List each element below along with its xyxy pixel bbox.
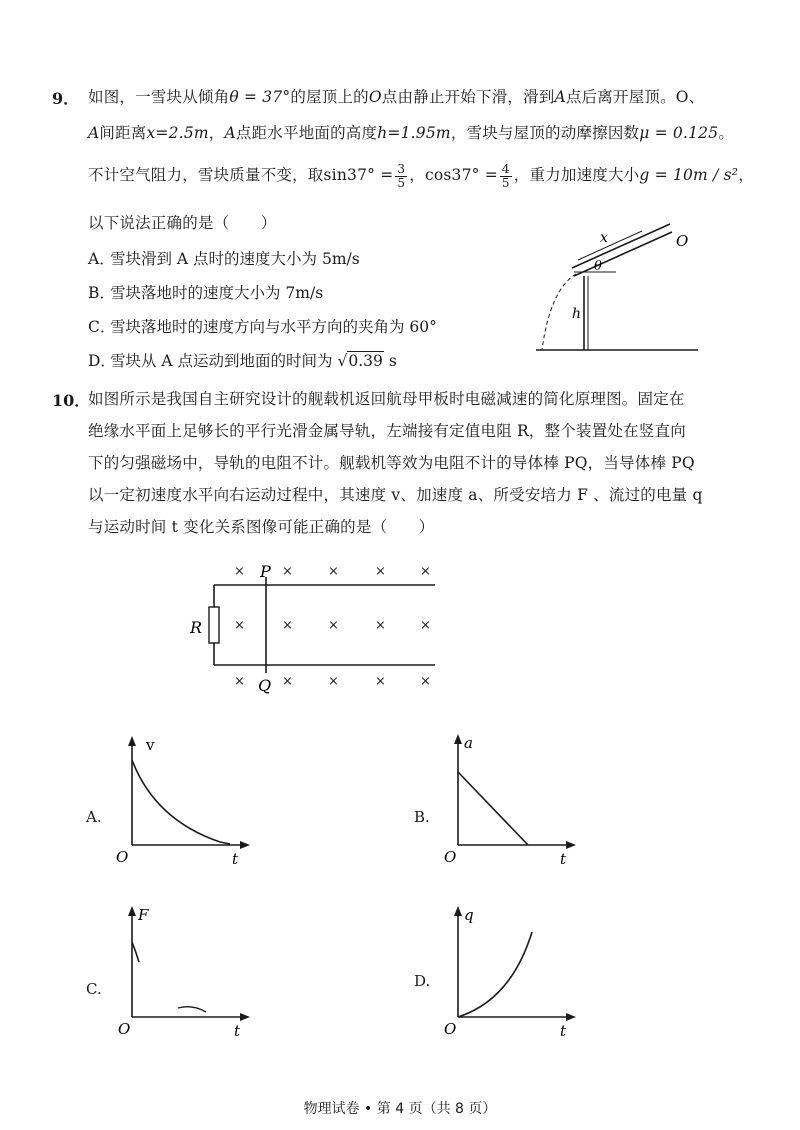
fraction-4-5: $\frac{4}{5}$	[501, 161, 510, 190]
roof-line-bottom	[574, 232, 672, 276]
question-9-option-c: C．雪块落地时的速度方向与水平方向的夹角为 60°	[88, 318, 437, 336]
graph-a-option: A.	[86, 808, 102, 826]
graph-c-ylabel: F	[138, 906, 149, 924]
graph-d-option: D.	[414, 972, 431, 990]
cross-mark: ×	[375, 674, 386, 689]
graph-a	[110, 730, 260, 870]
graph-c-y-arrow	[128, 906, 136, 916]
cross-mark: ×	[420, 564, 431, 579]
question-9-line-3: 不计空气阻力，雪块质量不变，取sin37° = $\frac{3}{5}$ ，cos37° = $\frac{4}{5}$ ，重力加速度大小g = 10m / s²，	[88, 161, 754, 190]
graph-c-curve-start	[132, 942, 139, 962]
cross-mark: ×	[282, 618, 293, 633]
graph-a-x-arrow	[240, 841, 250, 849]
graph-b-option: B.	[414, 808, 430, 826]
question-9-line-2: A间距离x=2.5m，A点距水平地面的高度h=1.95m，雪块与屋顶的动摩擦因数μ = 0.125。	[88, 124, 735, 142]
graph-b-xlabel: t	[560, 850, 567, 868]
graph-a-xlabel: t	[232, 850, 239, 868]
graph-c-origin: O	[118, 1020, 131, 1038]
question-10-line-5: 与运动时间 t 变化关系图像可能正确的是（ ）	[88, 518, 435, 536]
cross-mark: ×	[282, 564, 293, 579]
graph-d-origin: O	[444, 1020, 457, 1038]
label-h: h	[572, 306, 582, 322]
graph-b-x-arrow	[566, 841, 576, 849]
graph-a-ylabel: v	[146, 736, 155, 754]
graph-b-line	[458, 772, 528, 845]
circuit-figure	[180, 555, 460, 705]
graph-a-y-arrow	[128, 736, 136, 746]
cross-mark: ×	[328, 618, 339, 633]
question-10-number: 10．	[52, 391, 91, 410]
question-10-line-3: 下的匀强磁场中，导轨的电阻不计。舰载机等效为电阻不计的导体棒 PQ，当导体棒 PQ	[88, 454, 695, 472]
label-Q: Q	[258, 676, 272, 695]
question-9-line-1: 如图，一雪块从倾角θ = 37°的屋顶上的O点由静止开始下滑，滑到A点后离开屋顶。O、	[88, 88, 705, 106]
graph-c-option: C.	[86, 980, 102, 998]
x-dimension-line	[578, 231, 642, 260]
graph-d-xlabel: t	[560, 1022, 567, 1040]
cross-mark: ×	[328, 564, 339, 579]
cross-mark: ×	[420, 674, 431, 689]
question-10-line-4: 以一定初速度水平向右运动过程中，其速度 v、加速度 a、所受安培力 F 、流过的电量 q	[88, 486, 703, 504]
question-10-line-2: 绝缘水平面上足够长的平行光滑金属导轨，左端接有定值电阻 R，整个装置处在竖直向	[88, 422, 686, 440]
page-footer: 物理试卷 • 第 4 页（共 8 页）	[303, 1101, 497, 1117]
fraction-3-5: $\frac{3}{5}$	[397, 161, 406, 190]
graph-b-y-arrow	[454, 734, 462, 744]
cross-mark: ×	[328, 674, 339, 689]
question-9-option-d: D．雪块从 A 点运动到地面的时间为 √0.39 s	[88, 352, 397, 370]
graph-a-curve	[132, 760, 230, 844]
cross-mark: ×	[234, 564, 245, 579]
label-P: P	[260, 562, 271, 581]
cross-mark: ×	[375, 564, 386, 579]
cross-mark: ×	[234, 618, 245, 633]
graph-d-curve	[458, 932, 532, 1017]
magnetic-field-crosses	[234, 564, 431, 689]
graph-d	[436, 900, 586, 1040]
cross-mark: ×	[234, 674, 245, 689]
question-9-number: 9．	[52, 89, 80, 108]
graph-d-x-arrow	[566, 1013, 576, 1021]
label-x: x	[600, 230, 608, 246]
graph-c-x-arrow	[240, 1013, 250, 1021]
cross-mark: ×	[282, 674, 293, 689]
graph-b-ylabel: a	[464, 734, 473, 752]
question-9-option-a: A．雪块滑到 A 点时的速度大小为 5m/s	[88, 250, 360, 268]
graph-c	[110, 900, 260, 1040]
graph-d-y-arrow	[454, 906, 462, 916]
graph-a-origin: O	[116, 848, 129, 866]
roof-line-top	[572, 224, 670, 268]
question-9-line-4: 以下说法正确的是（ ）	[88, 214, 277, 232]
cross-mark: ×	[375, 618, 386, 633]
graph-b	[436, 728, 586, 868]
question-9-figure	[520, 220, 720, 360]
trajectory-dashed	[542, 274, 576, 350]
question-9-option-b: B．雪块落地时的速度大小为 7m/s	[88, 284, 324, 302]
graph-d-ylabel: q	[464, 906, 474, 924]
cross-mark: ×	[420, 618, 431, 633]
graph-c-xlabel: t	[234, 1022, 241, 1040]
question-10-line-1: 如图所示是我国自主研究设计的舰载机返回航母甲板时电磁减速的简化原理图。固定在	[88, 390, 685, 408]
graph-b-origin: O	[444, 848, 457, 866]
label-O: O	[676, 232, 689, 250]
label-theta: θ	[594, 259, 602, 274]
graph-c-curve-end	[178, 1007, 206, 1012]
label-R: R	[190, 618, 203, 637]
resistor-R	[209, 607, 219, 643]
